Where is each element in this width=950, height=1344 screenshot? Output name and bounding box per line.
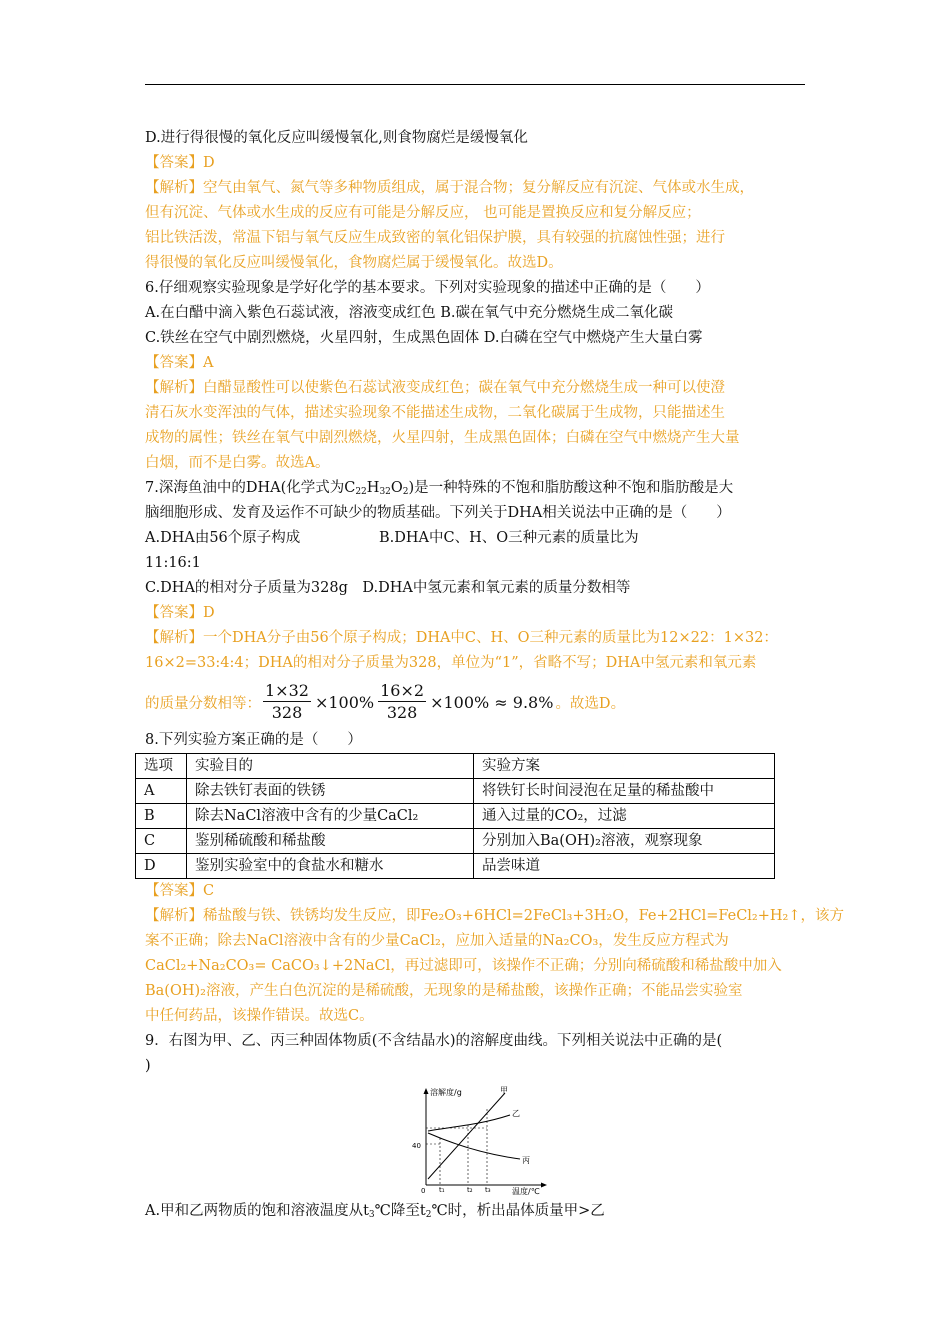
q8-explain-2: 案不正确；除去NaCl溶液中含有的少量CaCl₂，应加入适量的Na₂CO₃，发生反应方程式为 [145,933,729,949]
tick-label-t2: t₂ [467,1186,473,1194]
curve-jia [428,1093,505,1179]
q5-explain-1: 【解析】空气由氧气、氮气等多种物质组成，属于混合物；复分解反应有沉淀、气体或水生成， [145,180,754,196]
tick-label-origin: 0 [421,1187,426,1195]
x-axis-label: 温度/℃ [512,1187,540,1196]
y-axis-arrow [424,1088,429,1094]
q8-explain-4: Ba(OH)₂溶液，产生白色沉淀的是稀硫酸，无现象的是稀盐酸，该操作正确；不能品尝实验室 [145,983,743,999]
q7-stem-1: 7.深海鱼油中的DHA(化学式为$C_{22}H_{32}O_2$)是一种特殊的不饱和脂肪酸这种不饱和脂肪酸是大 [145,480,734,497]
table-row: B 除去NaCl溶液中含有的少量CaCl₂ 通入过量的CO₂，过滤 [136,804,775,829]
q8-explain-1: 【解析】稀盐酸与铁、铁锈均发生反应，即Fe₂O₃+6HCl=2FeCl₃+3H₂O，Fe+2HCl=FeCl₂+H₂↑，该方 [145,908,844,924]
solubility-curve-svg [412,1085,550,1196]
fraction-1: $\frac{1\times 32}{328}$ [265,680,309,722]
tick-label-t1: t₁ [439,1186,445,1194]
curve-label-bing: 丙 [522,1156,530,1165]
tick-label-t3: t₃ [485,1186,491,1194]
q7-options-cd: C.DHA的相对分子质量为328g D.DHA中氢元素和氧元素的质量分数相等 [145,580,631,596]
q6-options-ab: A.在白醋中滴入紫色石蕊试液，溶液变成红色 B.碳在氧气中充分燃烧生成二氧化碳 [145,305,673,321]
fraction-2: $\frac{16\times 2}{328}$ [380,680,425,722]
q7-option-b-ratio: 11:16:1 [145,555,201,571]
table-row: C 鉴别稀硫酸和稀盐酸 分别加入Ba(OH)₂溶液，观察现象 [136,829,775,854]
q6-explain-2: 清石灰水变浑浊的气体，描述实验现象不能描述生成物，二氧化碳属于生成物，只能描述生 [145,405,725,421]
x-axis-arrow [541,1183,547,1188]
q6-explain-3: 成物的属性；铁丝在氧气中剧烈燃烧，火星四射，生成黑色固体；白磷在空气中燃烧产生大量 [145,430,740,446]
curve-label-jia: 甲 [500,1086,508,1095]
q7-answer: 【答案】D [145,605,215,621]
q6-explain-1: 【解析】白醋显酸性可以使紫色石蕊试液变成红色；碳在氧气中充分燃烧生成一种可以使澄 [145,380,725,396]
table-row: D 鉴别实验室中的食盐水和糖水 品尝味道 [136,854,775,879]
q8-options-table [135,753,775,879]
q5-explain-2: 但有沉淀、气体或水生成的反应有可能是分解反应， 也可能是置换反应和复分解反应； [145,205,701,221]
q8-stem: 8.下列实验方案正确的是（ ） [145,732,362,748]
tick-label-40: 40 [412,1142,421,1150]
q5-option-d: D.进行得很慢的氧化反应叫缓慢氧化,则食物腐烂是缓慢氧化 [145,130,528,146]
table-header-row: 选项 实验目的 实验方案 [136,754,775,779]
q6-explain-4: 白烟，而不是白雾。故选A。 [145,455,330,471]
q9-stem-2: ) [145,1058,151,1074]
y-axis-label: 溶解度/g [430,1088,462,1097]
q8-answer: 【答案】C [145,883,215,899]
q7-options-ab: A.DHA由56个原子构成 B.DHA中C、H、O三种元素的质量比为 [145,530,639,546]
q8-explain-3: CaCl₂+Na₂CO₃= CaCO₃↓+2NaCl，再过滤即可，该操作不正确；分别向稀硫酸和稀盐酸中加入 [145,958,782,974]
q5-answer: 【答案】D [145,155,215,171]
q7-explain-formula: 的质量分数相等： $\frac{1\times 32}{328}$ ×100% $\frac{16\times 2}{328}$ ×100% ≈ 9.8% 。故选D。 [145,680,626,722]
q6-options-cd: C.铁丝在空气中剧烈燃烧，火星四射，生成黑色固体 D.白磷在空气中燃烧产生大量白雾 [145,330,703,346]
curve-label-yi: 乙 [512,1109,520,1118]
q8-explain-5: 中任何药品，该操作错误。故选C。 [145,1008,374,1024]
curve-yi [428,1115,510,1131]
table-row: A 除去铁钉表面的铁锈 将铁钉长时间浸泡在足量的稀盐酸中 [136,779,775,804]
solubility-curve-diagram [412,1085,550,1196]
q6-answer: 【答案】A [145,355,214,371]
q9-stem-1: 9．右图为甲、乙、丙三种固体物质(不含结晶水)的溶解度曲线。下列相关说法中正确的是( [145,1033,723,1049]
header-rule [145,84,805,85]
q6-stem: 6.仔细观察实验现象是学好化学的基本要求。下列对实验现象的描述中正确的是（ ） [145,280,710,296]
q9-option-a: A.甲和乙两物质的饱和溶液温度从$t_3℃$降至$t_2℃$时，析出晶体质量甲>乙 [145,1203,605,1220]
q7-explain-2: 16×2=33:4:4；DHA的相对分子质量为328，单位为“1”，省略不写；DHA中氢元素和氧元素 [145,655,757,671]
document-page [144,126,844,1224]
curve-bing [428,1133,520,1159]
q7-explain-1: 【解析】一个DHA分子由56个原子构成；DHA中C、H、O三种元素的质量比为12×22：1×32： [145,630,778,646]
q7-stem-2: 脑细胞形成、发育及运作不可缺少的物质基础。下列关于DHA相关说法中正确的是（ ） [145,505,731,521]
q5-explain-3: 铝比铁活泼，常温下铝与氧气反应生成致密的氧化铝保护膜，具有较强的抗腐蚀性强；进行 [145,230,725,246]
q5-explain-4: 得很慢的氧化反应叫缓慢氧化，食物腐烂属于缓慢氧化。故选D。 [145,255,563,271]
